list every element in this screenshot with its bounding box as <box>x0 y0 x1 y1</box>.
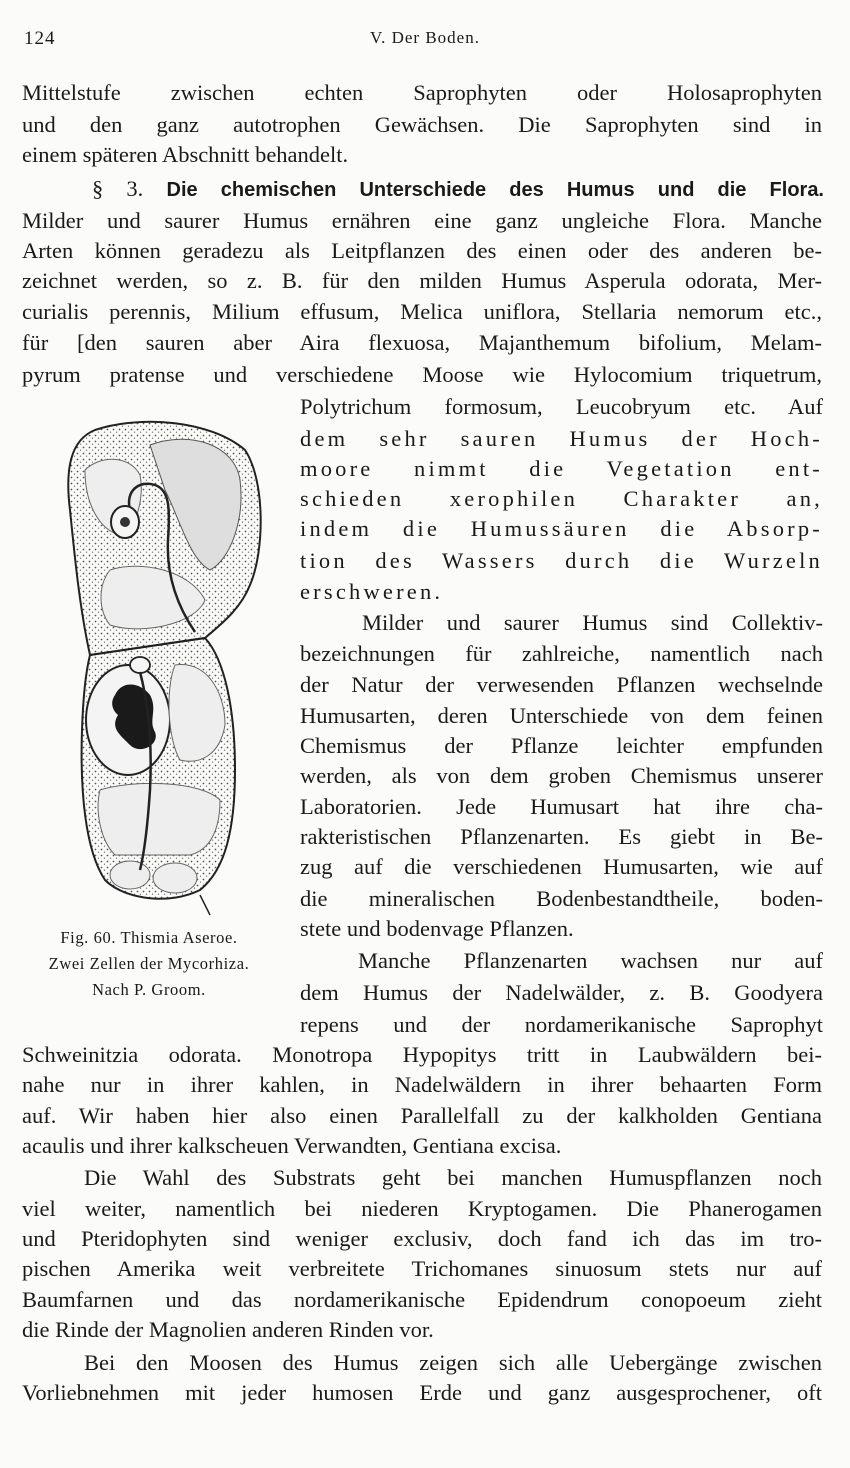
text-line: die mineralischen Bodenbestandtheile, boden- <box>300 886 823 911</box>
section-title: Die chemischen Unterschiede des Humus und die Flora. <box>166 179 824 201</box>
figure-caption <box>18 925 280 1003</box>
text-line: Mittelstufe zwischen echten Saprophyten oder Holosaprophyten <box>22 80 822 105</box>
text-line: und den ganz autotrophen Gewächsen. Die Saprophyten sind in <box>22 112 822 137</box>
text-line: viel weiter, namentlich bei niederen Kryptogamen. Die Phanerogamen <box>22 1196 822 1221</box>
text-line: rakteristischen Pflanzenarten. Es giebt in Be- <box>300 824 823 849</box>
text-line: stete und bodenvage Pflanzen. <box>300 916 574 941</box>
lower-vacuole-small-2 <box>153 863 197 893</box>
text-line: werden, als von dem groben Chemismus unserer <box>300 763 823 788</box>
lower-vacuole-mid <box>98 783 220 855</box>
page-header <box>0 28 850 58</box>
caption-line: Zwei Zellen der Mycorhiza. <box>48 954 250 973</box>
text-line: Manche Pflanzenarten wachsen nur auf <box>358 948 823 973</box>
text-line: nahe nur in ihrer kahlen, in Nadelwäldern in ihrer behaarten Form <box>22 1072 822 1097</box>
text-line: auf. Wir haben hier also einen Parallelfall zu der kalkholden Gentiana <box>22 1103 822 1128</box>
text-line: repens und der nordamerikanische Saprophyt <box>300 1012 823 1037</box>
text-line: Arten können geradezu als Leitpflanzen des einen oder des anderen be- <box>22 238 822 263</box>
text-line: Milder und saurer Humus ernähren eine ganz ungleiche Flora. Manche <box>22 208 822 233</box>
text-line: zeichnet werden, so z. B. für den milden Humus Asperula odorata, Mer- <box>22 268 822 293</box>
text-line: pischen Amerika weit verbreitete Trichomanes sinuosum stets nur auf <box>22 1256 822 1281</box>
lower-vacuole-small-1 <box>110 861 150 889</box>
running-head: V. Der Boden. <box>370 28 480 47</box>
text-line: Die Wahl des Substrats geht bei manchen Humuspflanzen noch <box>84 1165 822 1190</box>
text-line: erschweren. <box>300 579 444 604</box>
text-line: zug auf die verschiedenen Humusarten, wie auf <box>300 854 823 879</box>
text-line: die Rinde der Magnolien anderen Rinden vor. <box>22 1317 434 1342</box>
caption-line: Nach P. Groom. <box>92 980 206 999</box>
text-line: für [den sauren aber Aira flexuosa, Majanthemum bifolium, Melam- <box>22 330 822 355</box>
text-line: dem sehr sauren Humus der Hoch- <box>300 426 823 451</box>
text-line: moore nimmt die Vegetation ent- <box>300 456 823 481</box>
caption-line: Fig. 60. Thismia Aseroe. <box>60 928 238 947</box>
text-line: Vorliebnehmen mit jeder humosen Erde und ganz ausgesprochener, oft <box>22 1380 822 1405</box>
text-line: Laboratorien. Jede Humusart hat ihre cha- <box>300 794 823 819</box>
page-number: 124 <box>24 28 56 49</box>
text-line: einem späteren Abschnitt behandelt. <box>22 142 349 167</box>
text-line: acaulis und ihrer kalkscheuen Verwandten, Gentiana excisa. <box>22 1133 562 1158</box>
text-line: der Natur der verwesenden Pflanzen wechselnde <box>300 672 823 697</box>
mycorrhiza-cells-drawing <box>40 410 280 920</box>
figure-illustration <box>40 410 280 920</box>
text-line: tion des Wassers durch die Wurzeln <box>300 548 823 573</box>
text-line: indem die Humussäuren die Absorp- <box>300 516 823 541</box>
text-line: Schweinitzia odorata. Monotropa Hypopitys tritt in Laubwäldern bei- <box>22 1042 822 1067</box>
section-mark: § 3. <box>92 176 144 201</box>
text-line: bezeichnungen für zahlreiche, namentlich nach <box>300 641 823 666</box>
text-line: Bei den Moosen des Humus zeigen sich alle Uebergänge zwischen <box>84 1350 822 1375</box>
text-line: Baumfarnen und das nordamerikanische Epidendrum conopoeum zieht <box>22 1287 822 1312</box>
text-line: und Pteridophyten sind weniger exclusiv, doch fand ich das im tro- <box>22 1226 822 1251</box>
text-line: schieden xerophilen Charakter an, <box>300 486 823 511</box>
section-heading <box>92 174 824 205</box>
text-line: Chemismus der Pflanze leichter empfunden <box>300 733 823 758</box>
text-line: Milder und saurer Humus sind Collektiv- <box>362 610 823 635</box>
text-line: pyrum pratense und verschiedene Moose wie Hylocomium triquetrum, <box>22 362 822 387</box>
text-line: curialis perennis, Milium effusum, Melica uniflora, Stellaria nemorum etc., <box>22 299 822 324</box>
text-line: Humusarten, deren Unterschiede von dem feinen <box>300 703 823 728</box>
text-line: Polytrichum formosum, Leucobryum etc. Auf <box>300 394 823 419</box>
text-line: dem Humus der Nadelwälder, z. B. Goodyera <box>300 980 823 1005</box>
